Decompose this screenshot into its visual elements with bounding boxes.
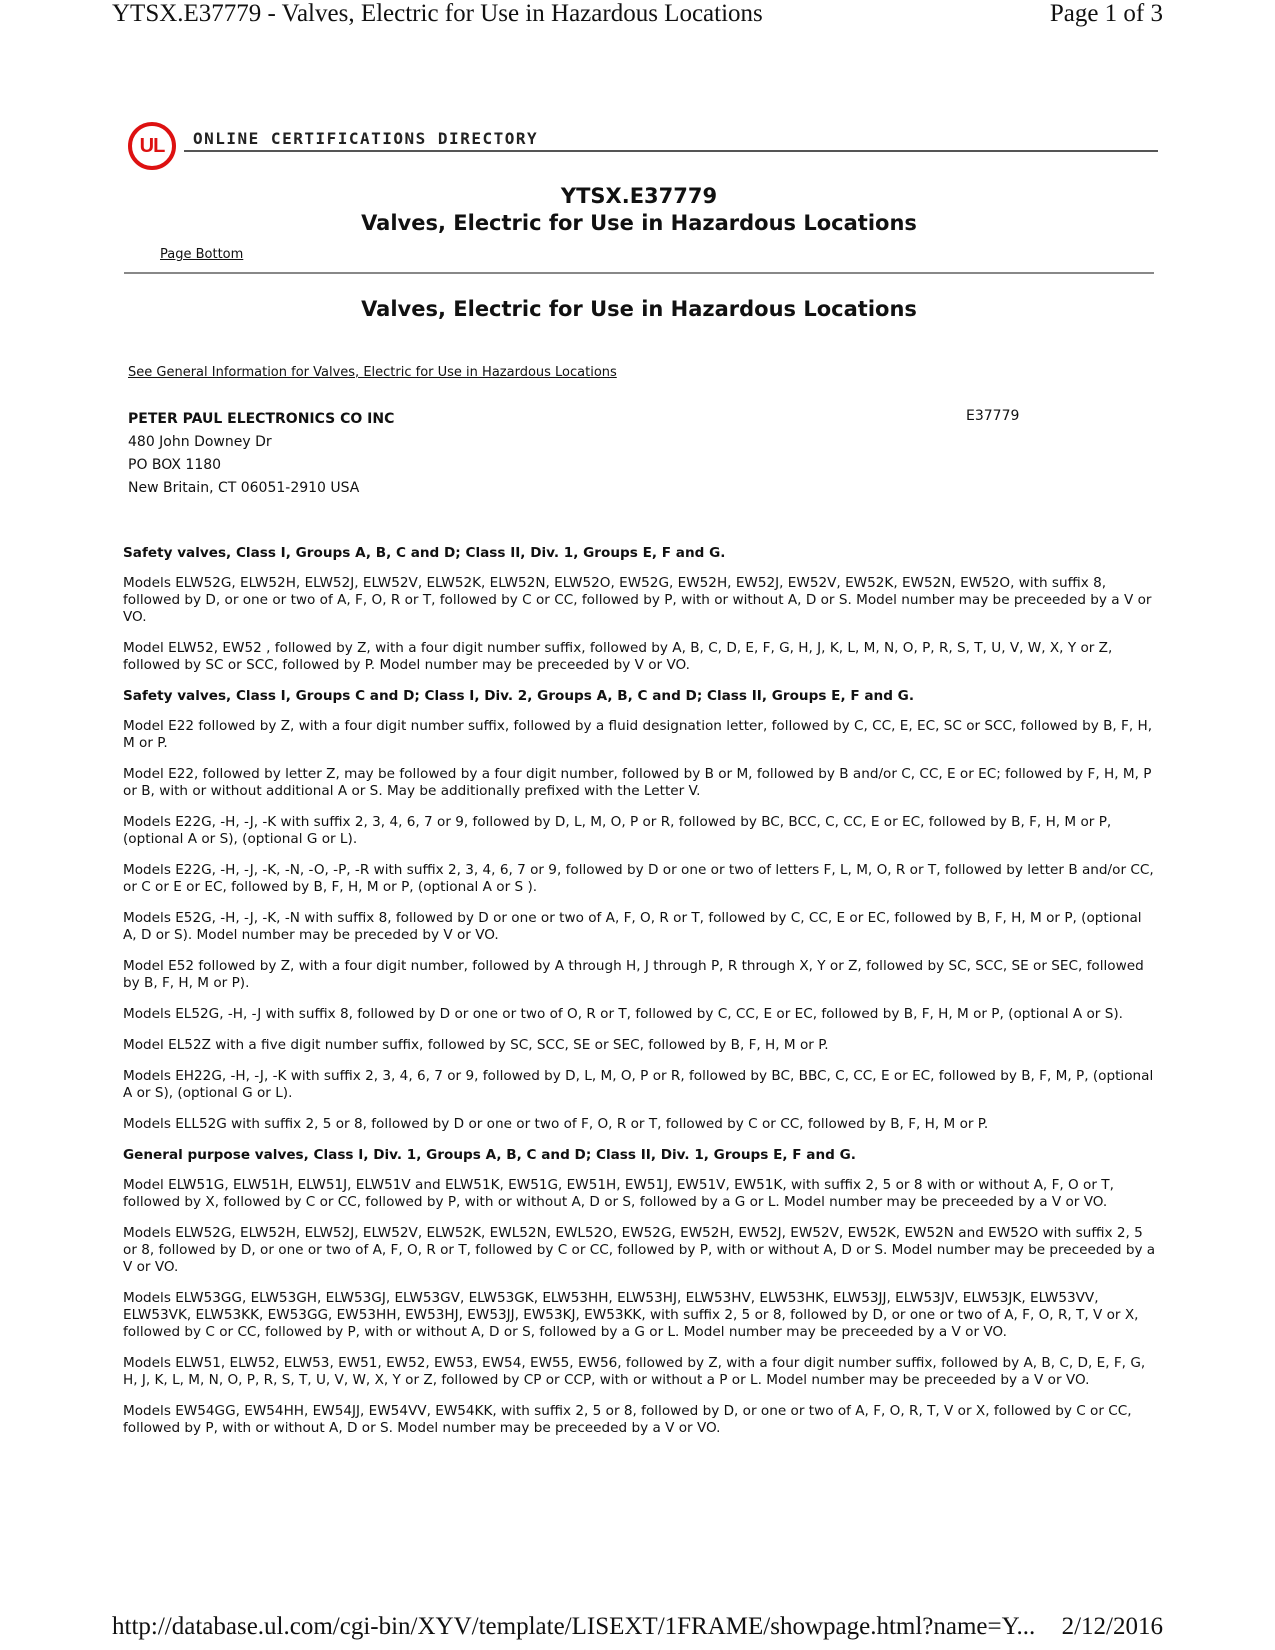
listing-content	[123, 545, 1158, 1451]
general-info-link[interactable]: See General Information for Valves, Electric for Use in Hazardous Locations	[128, 365, 617, 380]
print-header-page: Page 1 of 3	[1049, 0, 1163, 27]
print-footer-url: http://database.ul.com/cgi-bin/XYV/template/LISEXT/1FRAME/showpage.html?name=Y...	[112, 1613, 1036, 1640]
print-header-title: YTSX.E37779 - Valves, Electric for Use in Hazardous Locations	[112, 0, 763, 27]
company-city: New Britain, CT 06051-2910 USA	[128, 480, 360, 496]
page-bottom-link[interactable]: Page Bottom	[160, 247, 244, 262]
ul-banner	[128, 122, 1158, 182]
listing-paragraph: Models ELW51, ELW52, ELW53, EW51, EW52, EW53, EW54, EW55, EW56, followed by Z, with a four digit number suffix, followed by A, B, C, D, E, F, G, H, J, K, L, M, N, O, P, R, S, T, U, V, W, X, Y or Z, followed by CP or CCP, with or without a P or L. Model number may be preceeded by a V or VO.	[123, 1355, 1146, 1388]
listing-paragraph: Model EL52Z with a five digit number suffix, followed by SC, SCC, SE or SEC, followed by B, F, H, M or P.	[123, 1037, 829, 1053]
listing-paragraph: Model E22, followed by letter Z, may be followed by a four digit number, followed by B or M, followed by B and/or C, CC, E or EC; followed by F, H, M, P or B, with or without additional A or S. May be additionally prefixed with the Letter V.	[123, 766, 1152, 799]
listing-paragraph: Models ELL52G with suffix 2, 5 or 8, followed by D or one or two of F, O, R or T, followed by C or CC, followed by B, F, H, M or P.	[123, 1116, 989, 1132]
banner-rule	[184, 150, 1158, 152]
category-name: Valves, Electric for Use in Hazardous Locations	[361, 211, 917, 235]
listing-paragraph: Models E22G, -H, -J, -K, -N, -O, -P, -R with suffix 2, 3, 4, 6, 7 or 9, followed by D or one or two of letters F, L, M, O, R or T, followed by letter B and/or CC, or C or E or EC, followed by B, F, H, M or P, (optional A or S ).	[123, 862, 1154, 895]
print-header	[112, 0, 1163, 28]
listing-paragraph: Models ELW52G, ELW52H, ELW52J, ELW52V, ELW52K, EWL52N, EWL52O, EW52G, EW52H, EW52J, EW52V, EW52K, EW52N and EW52O with suffix 2, 5 or 8, followed by D, or one or two of A, F, O, R or T, followed by C or CC, followed by P, with or without A, D or S. Model number may be preceeded by a V or VO.	[123, 1225, 1156, 1275]
listing-paragraph: Models EH22G, -H, -J, -K with suffix 2, 3, 4, 6, 7 or 9, followed by D, L, M, O, P or R, followed by BC, BBC, C, CC, E or EC, followed by B, F, M, P, (optional A or S), (optional G or L).	[123, 1068, 1154, 1101]
listing-paragraph: Models E22G, -H, -J, -K with suffix 2, 3, 4, 6, 7 or 9, followed by D, L, M, O, P or R, followed by BC, BCC, C, CC, E or EC, followed by B, F, H, M or P, (optional A or S), (optional G or L).	[123, 814, 1112, 847]
listing-paragraph: Models ELW53GG, ELW53GH, ELW53GJ, ELW53GV, ELW53GK, ELW53HH, ELW53HJ, ELW53HV, ELW53HK, ELW53JJ, ELW53JV, ELW53JK, ELW53VV, ELW53VK, ELW53KK, EW53GG, EW53HH, EW53HJ, EW53JJ, EW53KJ, EW53KK, with suffix 2, 5 or 8, followed by D, or one or two of A, F, O, R, T, V or X, followed by C or CC, followed by P, with or without A, D or S, followed by a G or L. Model number may be preceeded by a V or VO.	[123, 1290, 1139, 1340]
section-title: Valves, Electric for Use in Hazardous Locations	[361, 297, 917, 321]
print-footer	[112, 1613, 1163, 1641]
divider	[124, 272, 1154, 274]
listing-heading: Safety valves, Class I, Groups A, B, C and D; Class II, Div. 1, Groups E, F and G.	[123, 545, 726, 561]
category-code: YTSX.E37779	[560, 184, 718, 208]
listing-paragraph: Models EL52G, -H, -J with suffix 8, followed by D or one or two of O, R or T, followed by C, CC, E or EC, followed by B, F, H, M or P, (optional A or S).	[123, 1006, 1123, 1022]
print-footer-date: 2/12/2016	[1061, 1613, 1163, 1640]
directory-title: ONLINE CERTIFICATIONS DIRECTORY	[193, 129, 539, 148]
listing-heading: Safety valves, Class I, Groups C and D; Class I, Div. 2, Groups A, B, C and D; Class II, Groups E, F and G.	[123, 688, 915, 704]
listing-paragraph: Model E52 followed by Z, with a four digit number, followed by A through H, J through P, R through X, Y or Z, followed by SC, SCC, SE or SEC, followed by B, F, H, M or P).	[123, 958, 1144, 991]
file-number: E37779	[966, 408, 1020, 424]
listing-paragraph: Models E52G, -H, -J, -K, -N with suffix 8, followed by D or one or two of A, F, O, R or T, followed by C, CC, E or EC, followed by B, F, H, M or P, (optional A, D or S). Model number may be preceded by V or VO.	[123, 910, 1142, 943]
company-name: PETER PAUL ELECTRONICS CO INC	[128, 411, 395, 427]
listing-paragraph: Model ELW51G, ELW51H, ELW51J, ELW51V and ELW51K, EW51G, EW51H, EW51J, EW51V, EW51K, with suffix 2, 5 or 8 with or without A, F, O or T, followed by X, followed by C or CC, followed by P, with or without A, D or S, followed by a G or L. Model number may be preceeded by a V or VO.	[123, 1177, 1114, 1210]
listing-paragraph: Model E22 followed by Z, with a four digit number suffix, followed by a fluid designation letter, followed by C, CC, E, EC, SC or SCC, followed by B, F, H, M or P.	[123, 718, 1153, 751]
company-block	[128, 408, 394, 500]
listing-paragraph: Models EW54GG, EW54HH, EW54JJ, EW54VV, EW54KK, with suffix 2, 5 or 8, followed by D, or one or two of A, F, O, R, T, V or X, followed by C or CC, followed by P, with or without A, D or S. Model number may be preceeded by a V or VO.	[123, 1403, 1132, 1436]
listing-paragraph: Model ELW52, EW52 , followed by Z, with a four digit number suffix, followed by A, B, C, D, E, F, G, H, J, K, L, M, N, O, P, R, S, T, U, V, W, X, Y or Z, followed by SC or SCC, followed by P. Model number may be preceeded by V or VO.	[123, 640, 1113, 673]
listing-heading: General purpose valves, Class I, Div. 1, Groups A, B, C and D; Class II, Div. 1, Groups E, F and G.	[123, 1147, 856, 1163]
listing-paragraph: Models ELW52G, ELW52H, ELW52J, ELW52V, ELW52K, ELW52N, ELW52O, EW52G, EW52H, EW52J, EW52V, EW52K, EW52N, EW52O, with suffix 8, followed by D, or one or two of A, F, O, R or T, followed by C or CC, followed by P, with or without A, D or S. Model number may be preceeded by a V or VO.	[123, 575, 1152, 625]
ul-logo-text: UL	[139, 135, 165, 157]
ul-logo	[128, 122, 176, 170]
company-address-line2: PO BOX 1180	[128, 457, 222, 473]
company-address-line1: 480 John Downey Dr	[128, 434, 272, 450]
